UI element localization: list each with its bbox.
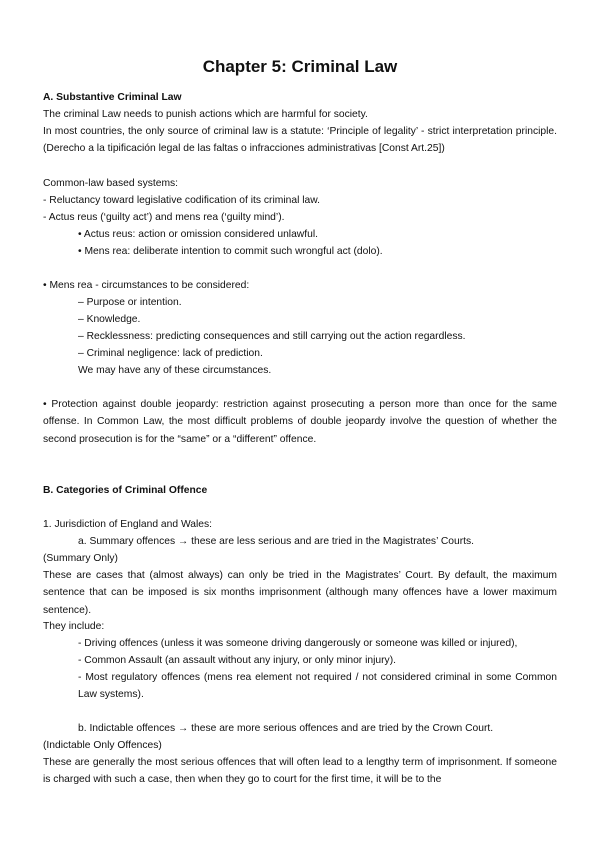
paragraph-double-jeopardy: • Protection against double jeopardy: restriction against prosecuting a person more than once for the same offense. In Common Law, the most difficult problems of double jeopardy involve the question of whether the second prosecution is for the “same” or a “different” offence. <box>43 399 557 445</box>
mens-rea-intro: • Mens rea - circumstances to be considered: <box>43 280 250 291</box>
section-b-heading: B. Categories of Criminal Offence <box>43 485 208 496</box>
paragraph-indictable-offences: These are generally the most serious offences that will often lead to a lengthy term of imprisonment. If someone is charged with such a case, then when they go to court for the first time, it will be to the <box>43 757 557 786</box>
paragraph-principle-legality: In most countries, the only source of criminal law is a statute: ‘Principle of legality’ - strict interpretation principle. (Derecho a la tipificación legal de las faltas o infracciones administrativas [Const Art.25]) <box>43 126 557 155</box>
summary-offences-heading: a. Summary offences → these are less serious and are tried in the Magistrates’ Courts. <box>78 536 475 547</box>
indictable-offences-heading: b. Indictable offences → these are more serious offences and are tried by the Crown Court. <box>78 723 494 734</box>
summary-example-item: - Common Assault (an assault without any injury, or only minor injury). <box>78 655 396 666</box>
section-a-heading: A. Substantive Criminal Law <box>43 92 182 103</box>
common-law-item: - Reluctancy toward legislative codification of its criminal law. <box>43 195 320 206</box>
circumstance-item: – Knowledge. <box>78 314 141 325</box>
paragraph-criminal-law: The criminal Law needs to punish actions which are harmful for society. <box>43 109 368 120</box>
they-include-label: They include: <box>43 621 105 632</box>
circumstance-item: – Recklessness: predicting consequences and still carrying out the action regardless. <box>78 331 466 342</box>
circumstance-item: – Criminal negligence: lack of prediction. <box>78 348 263 359</box>
summary-only-label: (Summary Only) <box>43 553 118 564</box>
page-title: Chapter 5: Criminal Law <box>202 57 398 76</box>
common-law-item: - Actus reus (‘guilty act’) and mens rea (‘guilty mind’). <box>43 212 285 223</box>
paragraph-summary-offences: These are cases that (almost always) can only be tried in the Magistrates’ Court. By default, the maximum sentence that can be imposed is six months imprisonment (although many offences have a lower maximum sentence). <box>43 570 557 616</box>
circumstances-note: We may have any of these circumstances. <box>78 365 272 376</box>
common-law-intro: Common-law based systems: <box>43 178 179 189</box>
summary-example-item: - Driving offences (unless it was someone driving dangerously or someone was killed or injured), <box>78 638 518 649</box>
bullet-actus-reus: • Actus reus: action or omission considered unlawful. <box>78 229 318 240</box>
circumstance-item: – Purpose or intention. <box>78 297 182 308</box>
bullet-mens-rea: • Mens rea: deliberate intention to commit such wrongful act (dolo). <box>78 246 383 257</box>
indictable-only-label: (Indictable Only Offences) <box>43 740 162 751</box>
jurisdiction-heading: 1. Jurisdiction of England and Wales: <box>43 519 213 530</box>
summary-example-item: - Most regulatory offences (mens rea element not required / not considered criminal in some Common Law systems). <box>78 672 557 701</box>
